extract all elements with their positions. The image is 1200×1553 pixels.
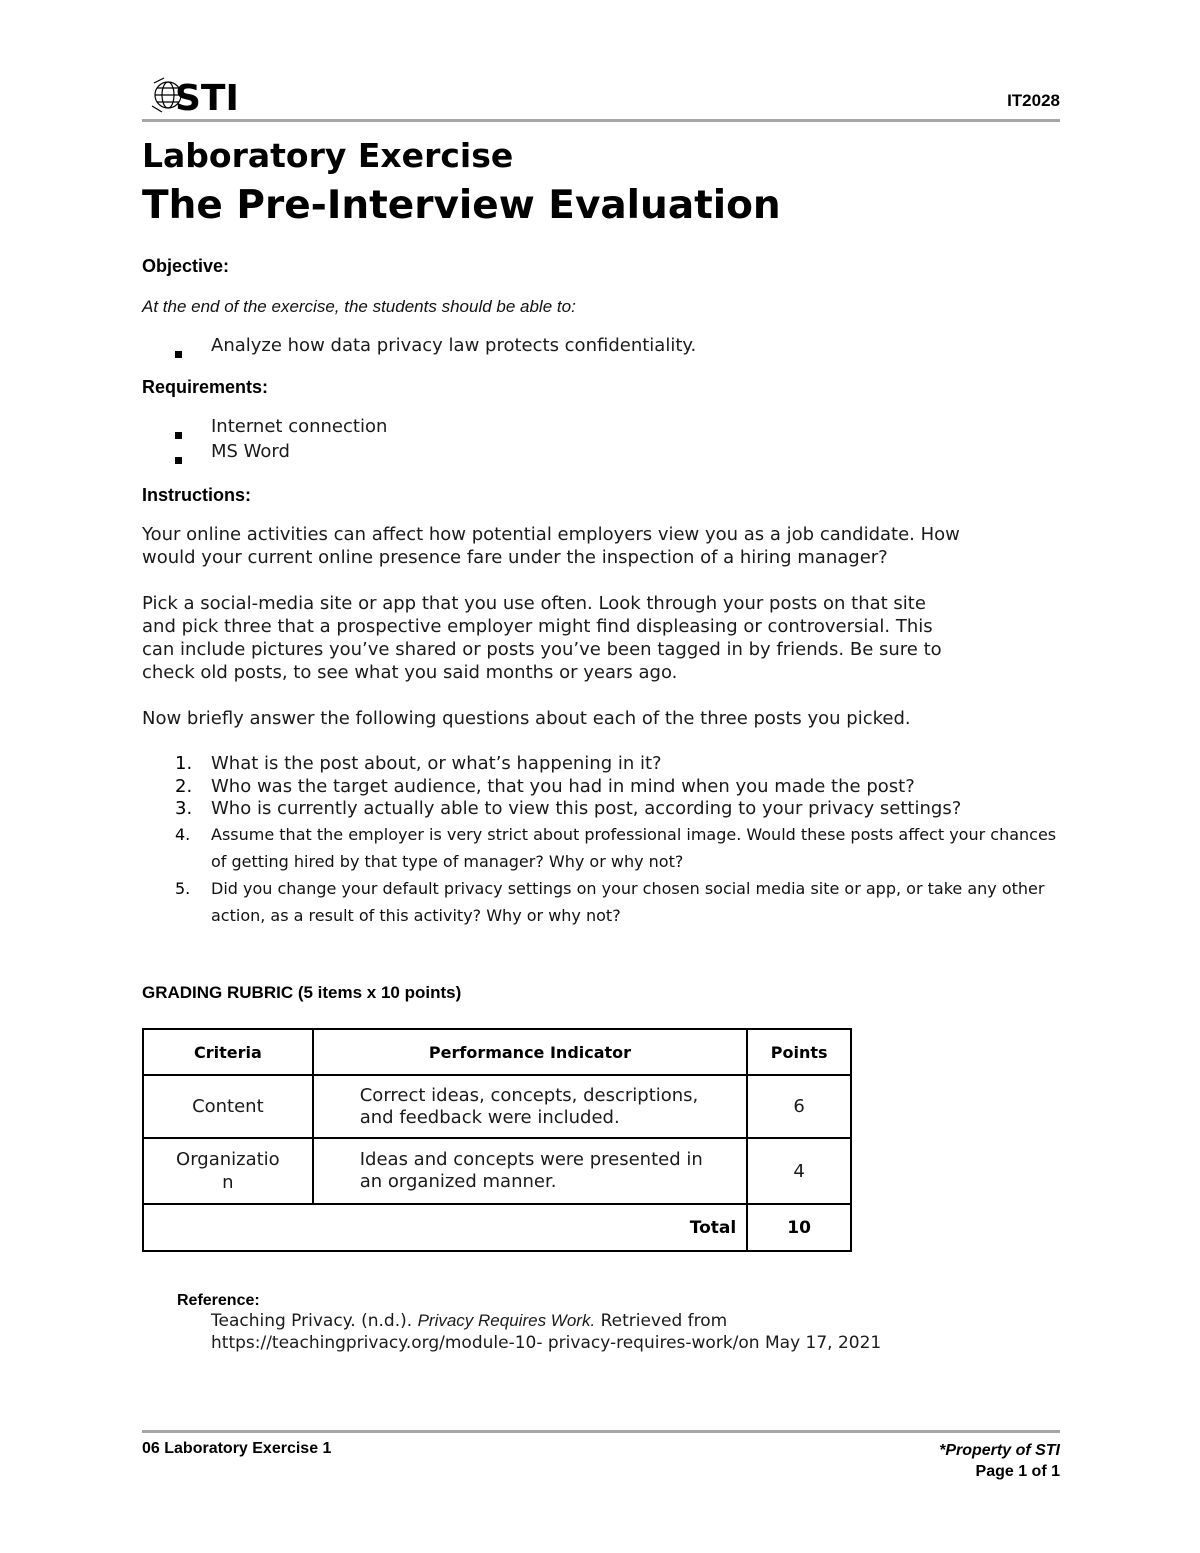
reference-work-title: Privacy Requires Work.	[417, 1311, 596, 1330]
objective-intro: At the end of the exercise, the students should be able to:	[142, 297, 576, 316]
question-item: Who was the target audience, that you had in mind when you made the post?	[211, 776, 915, 797]
reference-label: Reference:	[177, 1292, 260, 1309]
indicator-cell	[313, 1138, 748, 1204]
requirements-heading: Requirements:	[142, 377, 269, 397]
page-number: Page 1 of 1	[975, 1463, 1060, 1480]
objective-item: Analyze how data privacy law protects confidentiality.	[211, 335, 697, 356]
svg-text:STI: STI	[175, 78, 239, 118]
indicator-line: and feedback were included.	[359, 1106, 620, 1128]
list-number: 5.	[175, 879, 191, 898]
reference-url: https://teachingprivacy.org/module-10- privacy-requires-work/on May 17, 2021	[211, 1333, 882, 1353]
list-number: 3.	[175, 798, 193, 819]
total-label: Total	[143, 1204, 747, 1251]
paragraph-line: can include pictures you’ve shared or posts you’ve been tagged in by friends. Be sure to	[142, 639, 942, 660]
indicator-line: an organized manner.	[359, 1171, 557, 1192]
criteria-cell: Content	[143, 1075, 313, 1138]
sti-logo	[148, 72, 248, 118]
grading-rubric-table	[142, 1028, 852, 1252]
table-row	[143, 1075, 851, 1138]
requirement-item: Internet connection	[211, 416, 388, 437]
criteria-line: n	[222, 1172, 234, 1193]
reference-retrieved: Retrieved from	[595, 1311, 728, 1331]
reference-citation	[211, 1311, 727, 1331]
paragraph-line: Your online activities can affect how potential employers view you as a job candidate. How	[142, 524, 960, 545]
bullet-icon	[175, 424, 182, 443]
rubric-title: GRADING RUBRIC (5 items x 10 points)	[142, 983, 462, 1002]
reference-author: Teaching Privacy. (n.d.).	[211, 1311, 418, 1331]
indicator-line: Ideas and concepts were presented in	[359, 1149, 703, 1170]
table-row	[143, 1138, 851, 1204]
criteria-cell	[143, 1138, 313, 1204]
property-notice: *Property of STI	[939, 1442, 1060, 1459]
points-cell: 4	[747, 1138, 851, 1204]
bullet-icon	[175, 449, 182, 468]
indicator-cell	[313, 1075, 748, 1138]
indicator-line: Correct ideas, concepts, descriptions,	[359, 1084, 699, 1106]
column-header: Criteria	[143, 1029, 313, 1075]
page-header	[142, 70, 1060, 122]
footer-right	[939, 1440, 1060, 1482]
question-item: Who is currently actually able to view this post, according to your privacy settings?	[211, 798, 962, 819]
footer-divider	[142, 1430, 1060, 1433]
paragraph-line: Pick a social-media site or app that you use often. Look through your posts on that site	[142, 593, 926, 614]
instructions-paragraph-2	[142, 592, 1057, 684]
total-value: 10	[747, 1204, 851, 1251]
table-header-row	[143, 1029, 851, 1075]
list-number: 4.	[175, 825, 191, 844]
column-header: Points	[747, 1029, 851, 1075]
question-item: Did you change your default privacy settings on your chosen social media site or app, or take any other action, as a result of this activity? Why or why not?	[211, 879, 1045, 925]
footer-exercise-label: 06 Laboratory Exercise 1	[142, 1440, 332, 1457]
points-cell: 6	[747, 1075, 851, 1138]
total-row	[143, 1204, 851, 1251]
column-header: Performance Indicator	[313, 1029, 748, 1075]
question-item: Assume that the employer is very strict about professional image. Would these posts affect your chances of getting hired by that type of manager? Why or why not?	[211, 825, 1057, 871]
document-title: Laboratory Exercise	[142, 136, 514, 175]
objective-heading: Objective:	[142, 256, 230, 276]
document-subtitle: The Pre-Interview Evaluation	[142, 183, 781, 228]
requirement-item: MS Word	[211, 441, 290, 462]
bullet-icon	[175, 343, 182, 362]
instructions-heading: Instructions:	[142, 485, 252, 505]
criteria-line: Organizatio	[176, 1149, 280, 1170]
paragraph-line: and pick three that a prospective employer might find displeasing or controversial. This	[142, 616, 933, 637]
instructions-paragraph-1	[142, 523, 1057, 569]
instructions-paragraph-3: Now briefly answer the following questions about each of the three posts you picked.	[142, 708, 911, 729]
list-number: 2.	[175, 776, 193, 797]
question-item: What is the post about, or what’s happening in it?	[211, 753, 662, 774]
paragraph-line: check old posts, to see what you said months or years ago.	[142, 662, 678, 683]
course-code: IT2028	[1007, 91, 1060, 110]
paragraph-line: would your current online presence fare under the inspection of a hiring manager?	[142, 547, 888, 568]
list-number: 1.	[175, 753, 193, 774]
